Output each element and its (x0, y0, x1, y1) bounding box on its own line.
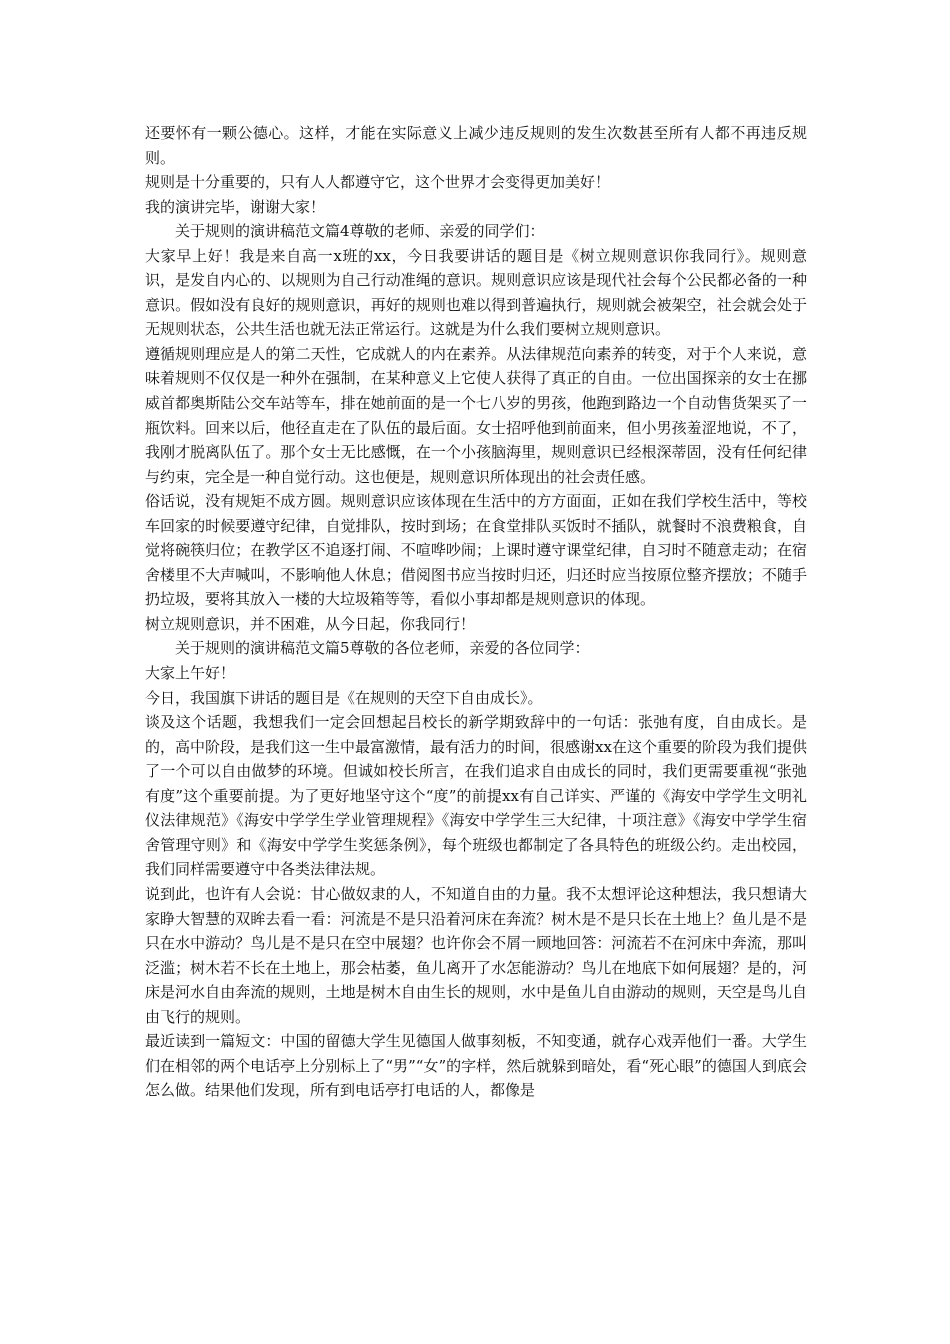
paragraph: 规则是十分重要的，只有人人都遵守它，这个世界才会变得更加美好！ (145, 173, 611, 192)
paragraph: 还要怀有一颗公德心。这样，才能在实际意义上减少违反规则的发生次数甚至所有人都不再违反规则。 (145, 124, 807, 167)
paragraph: 今日，我国旗下讲话的题目是《在规则的天空下自由成长》。 (145, 688, 543, 707)
document-body (145, 121, 807, 1103)
paragraph: 我的演讲完毕，谢谢大家！ (145, 197, 326, 216)
paragraph: 树立规则意识，并不困难，从今日起，你我同行！ (145, 614, 476, 633)
paragraph: 大家上午好！ (145, 664, 236, 683)
section-heading: 关于规则的演讲稿范文篇4尊敬的老师、亲爱的同学们： (175, 222, 545, 241)
paragraph: 俗话说，没有规矩不成方圆。规则意识应该体现在生活中的方方面面，正如在我们学校生活中，等校车回家的时候要遵守纪律，自觉排队，按时到场；在食堂排队买饭时不插队，就餐时不浪费粮食，自觉将碗筷归位；在教学区不追逐打闹、不喧哗吵闹；上课时遵守课堂纪律，自习时不随意走动；在宿舍楼里不大声喊叫，不影响他人休息；借阅图书应当按时归还，归还时应当按原位整齐摆放；不随手扔垃圾，要将其放入一楼的大垃圾箱等等，看似小事却都是规则意识的体现。 (145, 492, 807, 609)
paragraph: 谈及这个话题，我想我们一定会回想起吕校长的新学期致辞中的一句话：张弛有度，自由成长。是的，高中阶段，是我们这一生中最富激情，最有活力的时间，很感谢xx在这个重要的阶段为我们提供了一个可以自由做梦的环境。但诚如校长所言，在我们追求自由成长的同时，我们更需要重视“张弛有度”这个重要前提。为了更好地坚守这个“度”的前提xx有自己详实、严谨的《海安中学学生文明礼仪法律规范》《海安中学学生学业管理规程》《海安中学学生三大纪律，十项注意》《海安中学学生宿舍管理守则》和《海安中学学生奖惩条例》，每个班级也都制定了各具特色的班级公约。走出校园，我们同样需要遵守中各类法律法规。 (145, 713, 807, 879)
section-heading: 关于规则的演讲稿范文篇5尊敬的各位老师，亲爱的各位同学： (175, 639, 590, 658)
paragraph: 说到此，也许有人会说：甘心做奴隶的人，不知道自由的力量。我不太想评论这种想法，我只想请大家睁大智慧的双眸去看一看：河流是不是只沿着河床在奔流？树木是不是只长在土地上？鱼儿是不是只在水中游动？鸟儿是不是只在空中展翅？也许你会不屑一顾地回答：河流若不在河床中奔流，那叫泛滥；树木若不长在土地上，那会枯萎，鱼儿离开了水怎能游动？鸟儿在地底下如何展翅？是的，河床是河水自由奔流的规则，土地是树木自由生长的规则，水中是鱼儿自由游动的规则，天空是鸟儿自由飞行的规则。 (145, 884, 807, 1026)
paragraph: 遵循规则理应是人的第二天性，它成就人的内在素养。从法律规范向素养的转变，对于个人来说，意味着规则不仅仅是一种外在强制，在某种意义上它使人获得了真正的自由。一位出国探亲的女士在挪威首都奥斯陆公交车站等车，排在她前面的是一个七八岁的男孩，他跑到路边一个自动售货架买了一瓶饮料。回来以后，他径直走在了队伍的最后面。女士招呼他到前面来，但小男孩羞涩地说，不了，我刚才脱离队伍了。那个女士无比感慨，在一个小孩脑海里，规则意识已经根深蒂固，没有任何纪律与约束，完全是一种自觉行动。这也便是，规则意识所体现出的社会责任感。 (145, 344, 807, 486)
paragraph: 大家早上好！我是来自高一x班的xx，今日我要讲话的题目是《树立规则意识你我同行》。规则意识，是发自内心的、以规则为自己行动准绳的意识。规则意识应该是现代社会每个公民都必备的一种意识。假如没有良好的规则意识，再好的规则也难以得到普遍执行，规则就会被架空，社会就会处于无规则状态，公共生活也就无法正常运行。这就是为什么我们要树立规则意识。 (145, 246, 807, 339)
paragraph: 最近读到一篇短文：中国的留德大学生见德国人做事刻板，不知变通，就存心戏弄他们一番。大学生们在相邻的两个电话亭上分别标上了“男”“女”的字样，然后就躲到暗处，看“死心眼”的德国人到底会怎么做。结果他们发现，所有到电话亭打电话的人，都像是 (145, 1032, 807, 1100)
